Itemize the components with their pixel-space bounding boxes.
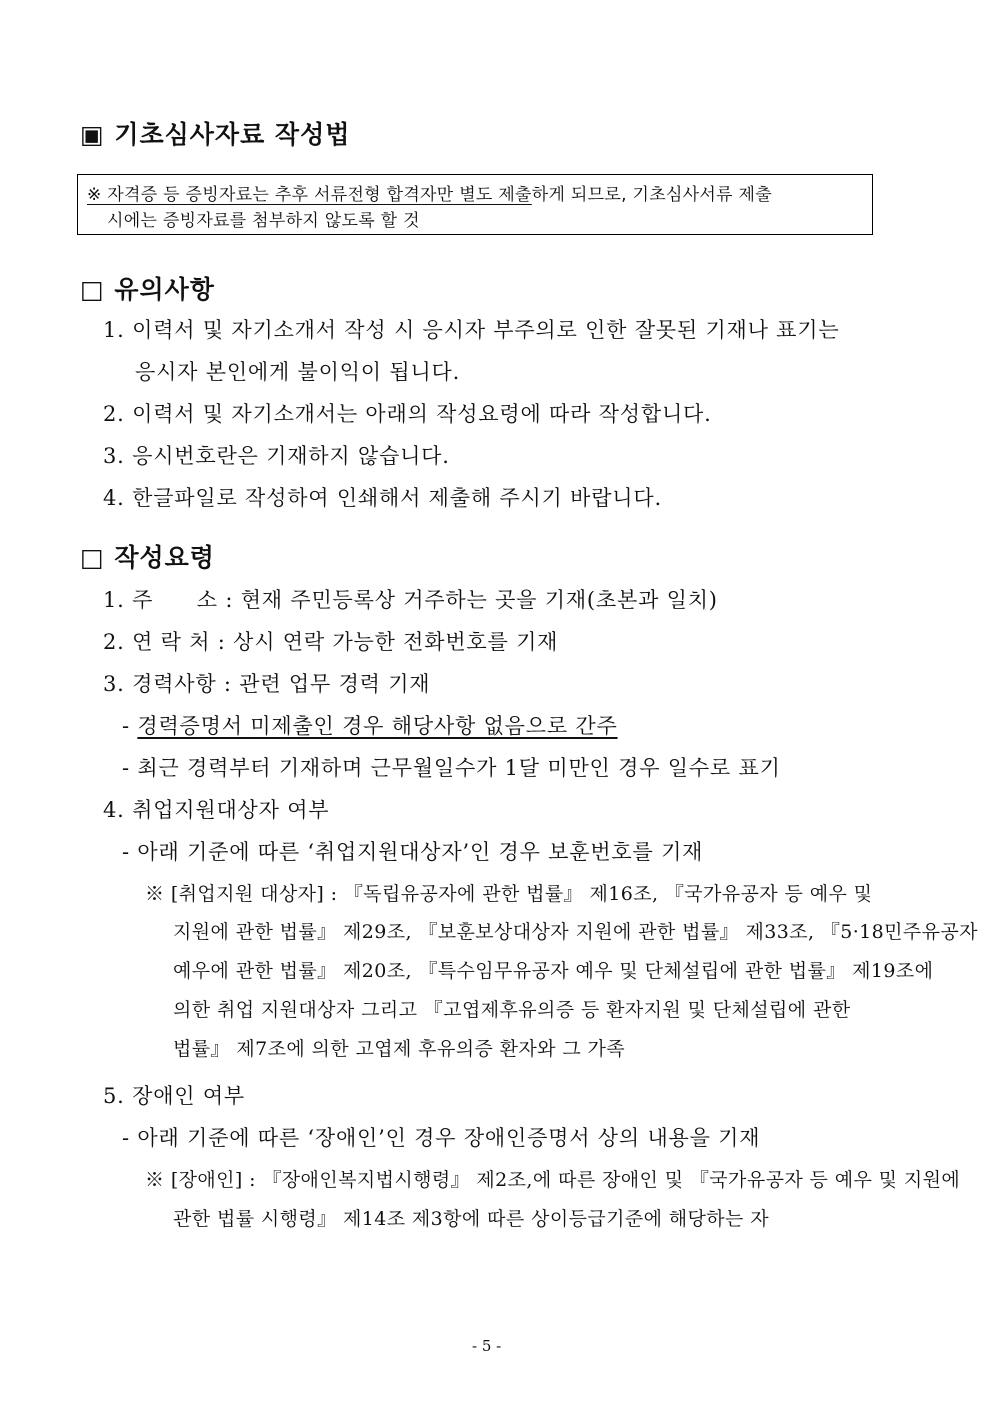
employment-note-line-4: 의한 취업 지원대상자 그리고 『고엽제후유의증 등 환자지원 및 단체설립에 관한 bbox=[173, 999, 851, 1021]
notice-line-1 bbox=[87, 180, 772, 205]
guide-career-sub-2: - 최근 경력부터 기재하며 근무월일수가 1달 미만인 경우 일수로 표기 bbox=[122, 756, 781, 780]
disability-note-line-1: ※ [장애인] : 『장애인복지법시행령』 제2조,에 따른 장애인 및 『국가유공자 등 예우 및 지원에 bbox=[145, 1169, 961, 1191]
employment-note-line-5: 법률』 제7조에 의한 고엽제 후유의증 환자와 그 가족 bbox=[173, 1038, 626, 1060]
notice-underlined-text: ※ 자격증 등 증빙자료는 추후 서류전형 합격자만 별도 제출 bbox=[87, 185, 532, 205]
caution-item-2: 2. 이력서 및 자기소개서는 아래의 작성요령에 따라 작성합니다. bbox=[103, 402, 712, 426]
caution-heading: □ 유의사항 bbox=[80, 275, 215, 304]
guide-item-address: 1. 주 소 : 현재 주민등록상 거주하는 곳을 기재(초본과 일치) bbox=[103, 588, 718, 612]
guide-disability-sub: - 아래 기준에 따른 ‘장애인’인 경우 장애인증명서 상의 내용을 기재 bbox=[122, 1126, 761, 1150]
disability-note-line-2: 관한 법률 시행령』 제14조 제3항에 따른 상이등급기준에 해당하는 자 bbox=[173, 1208, 769, 1230]
career-underlined-text: 경력증명서 미제출인 경우 해당사항 없음으로 간주 bbox=[137, 714, 618, 738]
dash: - bbox=[122, 714, 138, 738]
notice-line-2: 시에는 증빙자료를 첨부하지 않도록 할 것 bbox=[107, 211, 420, 231]
caution-item-1: 1. 이력서 및 자기소개서 작성 시 응시자 부주의로 인한 잘못된 기재나 표기는 bbox=[103, 318, 840, 342]
employment-note-line-2: 지원에 관한 법률』 제29조, 『보훈보상대상자 지원에 관한 법률』 제33조, 『5·18민주유공자 bbox=[173, 921, 978, 943]
guide-item-employment-support: 4. 취업지원대상자 여부 bbox=[103, 798, 330, 822]
employment-note-line-3: 예우에 관한 법률』 제20조, 『특수임무유공자 예우 및 단체설립에 관한 법률』 제19조에 bbox=[173, 960, 934, 982]
guide-employment-sub: - 아래 기준에 따른 ‘취업지원대상자’인 경우 보훈번호를 기재 bbox=[122, 840, 704, 864]
guide-item-disability: 5. 장애인 여부 bbox=[103, 1084, 246, 1108]
section-title: ▣ 기초심사자료 작성법 bbox=[80, 120, 351, 149]
guide-career-sub-1 bbox=[122, 710, 618, 740]
guide-item-career: 3. 경력사항 : 관련 업무 경력 기재 bbox=[103, 672, 431, 696]
notice-text: 하게 되므로, 기초심사서류 제출 bbox=[531, 185, 772, 205]
caution-item-1-cont: 응시자 본인에게 불이익이 됩니다. bbox=[135, 360, 461, 384]
caution-item-3: 3. 응시번호란은 기재하지 않습니다. bbox=[103, 444, 450, 468]
employment-note-line-1: ※ [취업지원 대상자] : 『독립유공자에 관한 법률』 제16조, 『국가유공자 등 예우 및 bbox=[145, 883, 873, 905]
caution-item-4: 4. 한글파일로 작성하여 인쇄해서 제출해 주시기 바랍니다. bbox=[103, 486, 662, 510]
guide-item-contact: 2. 연 락 처 : 상시 연락 가능한 전화번호를 기재 bbox=[103, 630, 559, 654]
page-number: - 5 - bbox=[472, 1337, 502, 1355]
guide-heading: □ 작성요령 bbox=[80, 543, 215, 572]
